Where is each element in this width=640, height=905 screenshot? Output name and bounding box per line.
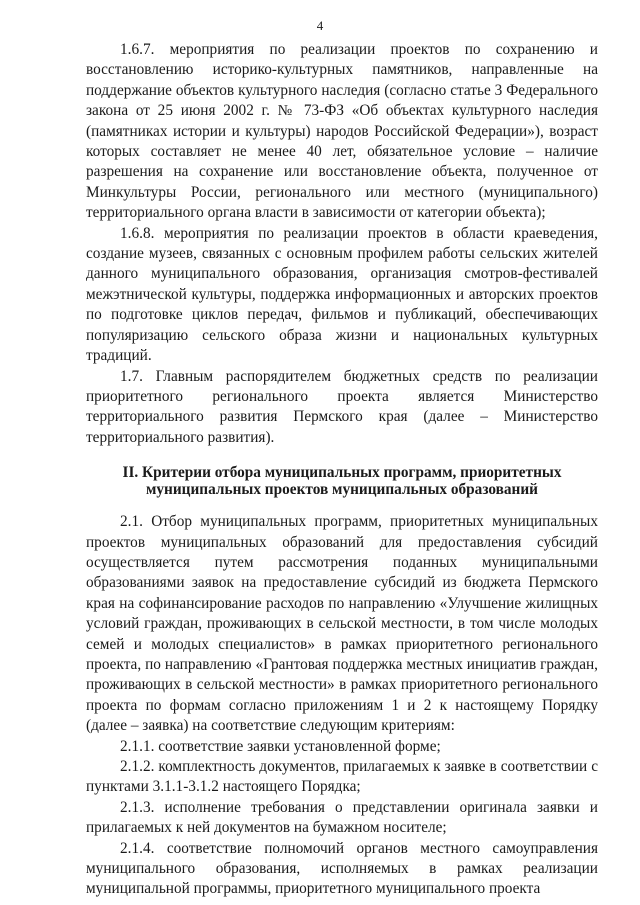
section-heading [86, 464, 598, 498]
paragraph-1-6-8: 1.6.8. мероприятия по реализации проектов в области краеведения, создание музеев, связанных с основным профилем работы сельских жителей данного муниципального образования, организация смотров-фестивалей межэтнической культуры, поддержка информационных и авторских проектов по подготовке циклов передач, фильмов и публикаций, обеспечивающих популяризацию сельского образа жизни и национальных культурных традиций. [86, 224, 598, 365]
page-number: 4 [316, 18, 324, 33]
paragraph-2-1-1: 2.1.1. соответствие заявки установленной форме; [120, 737, 441, 755]
paragraph-2-1: 2.1. Отбор муниципальных программ, приоритетных муниципальных проектов муниципальных образований для предоставления субсидий осуществляется путем рассмотрения поданных муниципальными образованиями заявок на предоставление субсидий из бюджета Пермского края на софинансирование расходов по направлению «Улучшение жилищных условий граждан, проживающих в сельской местности, в том числе молодых семей и молодых специалистов» в рамках приоритетного регионального проекта, по направлению «Грантовая поддержка местных инициатив граждан, проживающих в сельской местности» в рамках приоритетного регионального проекта по формам согласно приложениям 1 и 2 к настоящему Порядку (далее – заявка) на соответствие следующим критериям: [86, 513, 598, 735]
paragraph-2-1-2: 2.1.2. комплектность документов, прилагаемых к заявке в соответствии с пунктами 3.1.1-3.1.2 настоящего Порядка; [86, 758, 598, 796]
paragraph-2-1-3: 2.1.3. исполнение требования о представлении оригинала заявки и прилагаемых к ней документов на бумажном носителе; [86, 798, 598, 837]
document-body [86, 40, 598, 900]
paragraph-1-6-7: 1.6.7. мероприятия по реализации проектов по сохранению и восстановлению историко-культурных памятников, направленные на поддержание объектов культурного наследия (согласно статье 3 Федерального закона от 25 июня 2002 г. № 73-ФЗ «Об объектах культурного наследия (памятниках истории и культуры) народов Российской Федерации»), возраст которых составляет не менее 40 лет, обязательное условие – наличие разрешения на сохранение или восстановление объекта, полученное от Минкультуры России, регионального или местного (муниципального) территориального органа власти в зависимости от категории объекта); [86, 41, 598, 222]
paragraph-2-1-4: 2.1.4. соответствие полномочий органов местного самоуправления муниципального образования, исполняемых в рамках реализации муниципальной программы, приоритетного муниципального проекта [86, 839, 598, 898]
section-heading-line-2: муниципальных проектов муниципальных образований [145, 481, 538, 499]
section-heading-line-1: II. Критерии отбора муниципальных программ, приоритетных [122, 464, 562, 482]
paragraph-1-7: 1.7. Главным распорядителем бюджетных средств по реализации приоритетного регионального проекта является Министерство территориального развития Пермского края (далее – Министерство территориального развития). [86, 367, 598, 446]
